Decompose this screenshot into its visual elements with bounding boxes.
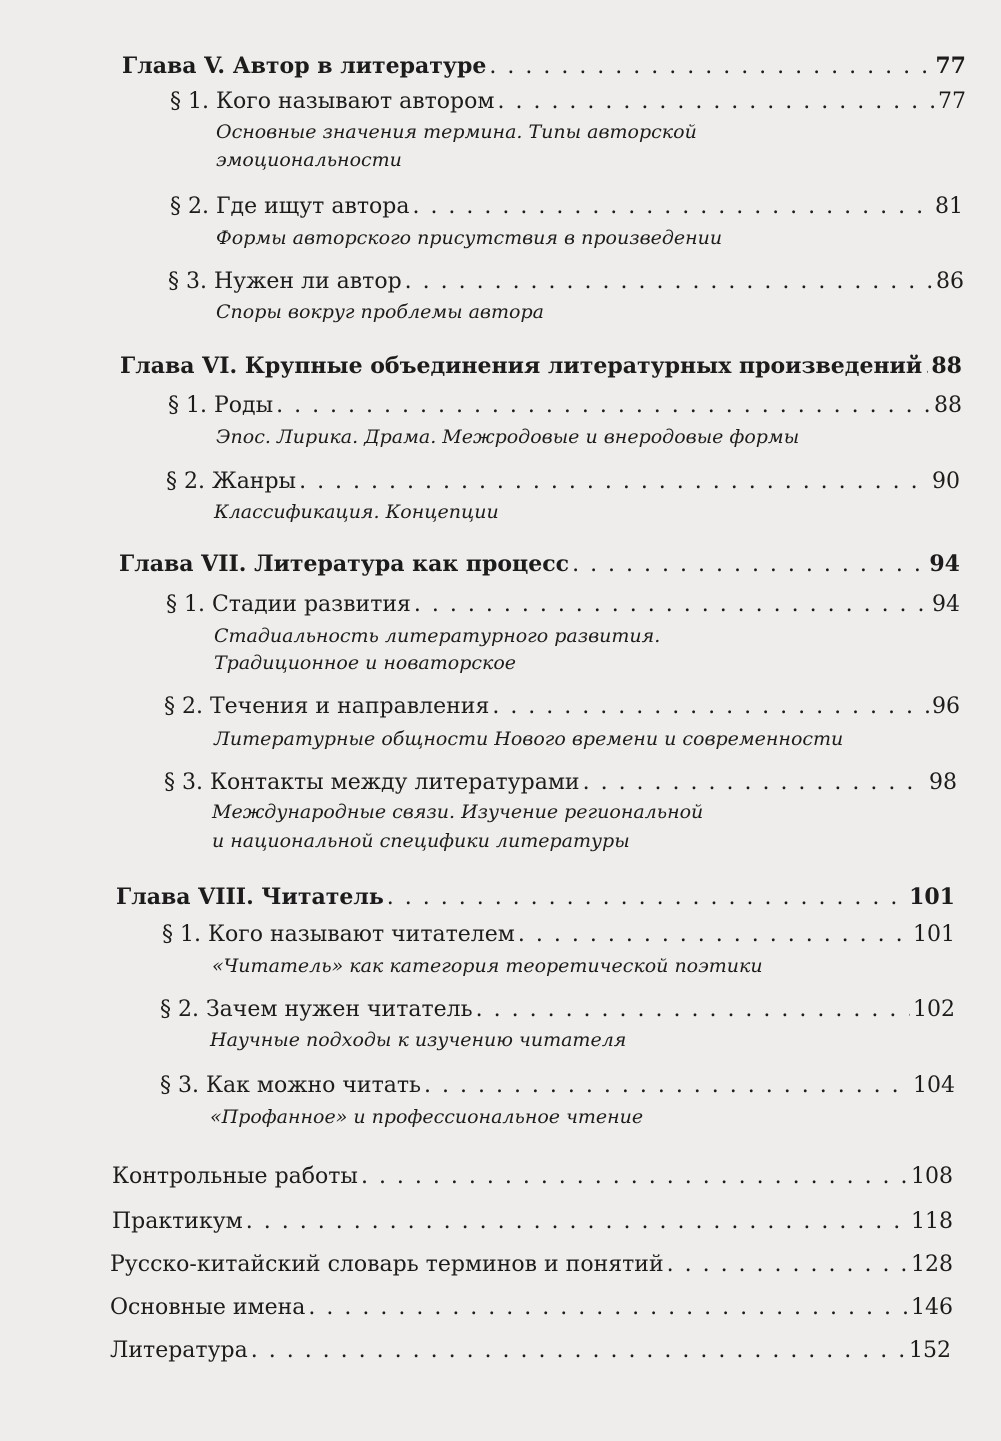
toc-entry-title: Глава VII. Литература как процесс: [119, 551, 570, 577]
toc-entry-title: § 3. Как можно читать: [160, 1073, 422, 1098]
toc-page-number: 77: [938, 89, 966, 114]
toc-section-row: [164, 769, 957, 797]
toc-page-number: 104: [913, 1073, 955, 1098]
toc-entry-title: Глава V. Автор в литературе: [122, 53, 487, 79]
toc-entry-title: § 2. Жанры: [166, 469, 297, 494]
toc-section-row: [170, 193, 963, 221]
toc-section-row: [162, 921, 955, 949]
dot-leader: [276, 392, 931, 420]
toc-section-row: [170, 88, 966, 116]
toc-section-description: Классификация. Концепции: [214, 501, 499, 523]
toc-page-number: 118: [911, 1209, 953, 1234]
toc-entry-row: [110, 1294, 953, 1322]
toc-entry-title: § 1. Кого называют автором: [170, 89, 495, 114]
toc-page-number: 90: [932, 469, 960, 494]
toc-entry-title: § 1. Роды: [168, 393, 274, 418]
toc-page-number: 108: [911, 1164, 953, 1189]
dot-leader: [583, 769, 926, 797]
toc-chapter-row: [119, 550, 960, 579]
dot-leader: [246, 1208, 908, 1236]
toc-section-row: [168, 268, 964, 296]
dot-leader: [489, 53, 932, 81]
dot-leader: [925, 353, 928, 381]
toc-section-description: Стадиальность литературного развития.: [214, 625, 661, 647]
dot-leader: [251, 1337, 906, 1365]
dot-leader: [518, 921, 910, 949]
toc-section-description: Формы авторского присутствия в произведении: [216, 227, 723, 249]
toc-section-row: [164, 693, 960, 721]
toc-entry-title: Практикум: [112, 1209, 243, 1234]
toc-chapter-row: [120, 352, 962, 381]
toc-entry-title: § 2. Где ищут автора: [170, 194, 410, 219]
toc-page-number: 146: [911, 1295, 953, 1320]
toc-page-number: 88: [931, 353, 962, 379]
toc-section-description: Основные значения термина. Типы авторской: [216, 121, 697, 143]
toc-page-number: 88: [934, 393, 962, 418]
dot-leader: [414, 591, 929, 619]
toc-entry-title: Глава VI. Крупные объединения литературных произведений: [120, 353, 923, 379]
toc-entry-title: § 2. Течения и направления: [164, 694, 490, 719]
dot-leader: [405, 268, 933, 296]
toc-section-description: Традиционное и новаторское: [214, 652, 517, 674]
toc-section-description: и национальной специфики литературы: [212, 830, 630, 852]
toc-page-number: 101: [913, 922, 955, 947]
toc-entry-row: [110, 1337, 951, 1365]
toc-section-description: Международные связи. Изучение региональной: [212, 801, 704, 823]
dot-leader: [492, 693, 929, 721]
dot-leader: [308, 1294, 908, 1322]
dot-leader: [412, 193, 932, 221]
toc-page-number: 94: [932, 592, 960, 617]
toc-entry-title: Русско-китайский словарь терминов и понятий: [110, 1252, 664, 1277]
toc-section-description: Литературные общности Нового времени и современности: [214, 728, 844, 750]
dot-leader: [361, 1163, 908, 1191]
dot-leader: [497, 88, 935, 116]
toc-page-number: 102: [913, 997, 955, 1022]
toc-section-row: [166, 468, 960, 496]
toc-page-number: 128: [911, 1252, 953, 1277]
toc-entry-title: § 3. Нужен ли автор: [168, 269, 402, 294]
toc-section-description: Научные подходы к изучению читателя: [210, 1029, 627, 1051]
toc-entry-title: § 1. Стадии развития: [166, 592, 411, 617]
toc-entry-row: [110, 1251, 953, 1279]
dot-leader: [424, 1072, 910, 1100]
toc-page-number: 98: [929, 770, 957, 795]
toc-entry-title: Глава VIII. Читатель: [116, 884, 384, 910]
toc-section-row: [168, 392, 962, 420]
toc-entry-title: Литература: [110, 1338, 248, 1363]
toc-section-description: «Профанное» и профессиональное чтение: [210, 1106, 644, 1128]
toc-section-row: [166, 591, 960, 619]
toc-section-description: «Читатель» как категория теоретической поэтики: [212, 955, 763, 977]
toc-entry-row: [112, 1208, 953, 1236]
toc-section-row: [160, 996, 955, 1024]
toc-entry-title: Основные имена: [110, 1295, 306, 1320]
dot-leader: [572, 551, 926, 579]
toc-section-description: Споры вокруг проблемы автора: [216, 301, 544, 323]
toc-page-number: 86: [936, 269, 964, 294]
toc-section-row: [160, 1072, 955, 1100]
dot-leader: [387, 884, 906, 912]
toc-page-number: 96: [932, 694, 960, 719]
toc-page-number: 81: [935, 194, 963, 219]
toc-entry-row: [112, 1163, 953, 1191]
toc-entry-title: § 3. Контакты между литературами: [164, 770, 580, 795]
toc-entry-title: Контрольные работы: [112, 1164, 358, 1189]
toc-page-number: 94: [929, 551, 960, 577]
toc-entry-title: § 2. Зачем нужен читатель: [160, 997, 473, 1022]
toc-section-description: Эпос. Лирика. Драма. Межродовые и внеродовые формы: [216, 426, 800, 448]
toc-chapter-row: [116, 883, 955, 912]
toc-page-number: 152: [909, 1338, 951, 1363]
dot-leader: [299, 468, 929, 496]
toc-page-number: 101: [909, 884, 955, 910]
toc-section-description: эмоциональности: [216, 149, 402, 171]
toc-chapter-row: [122, 52, 966, 81]
toc-entry-title: § 1. Кого называют читателем: [162, 922, 515, 947]
dot-leader: [476, 996, 910, 1024]
toc-page-number: 77: [935, 53, 966, 79]
dot-leader: [667, 1251, 908, 1279]
